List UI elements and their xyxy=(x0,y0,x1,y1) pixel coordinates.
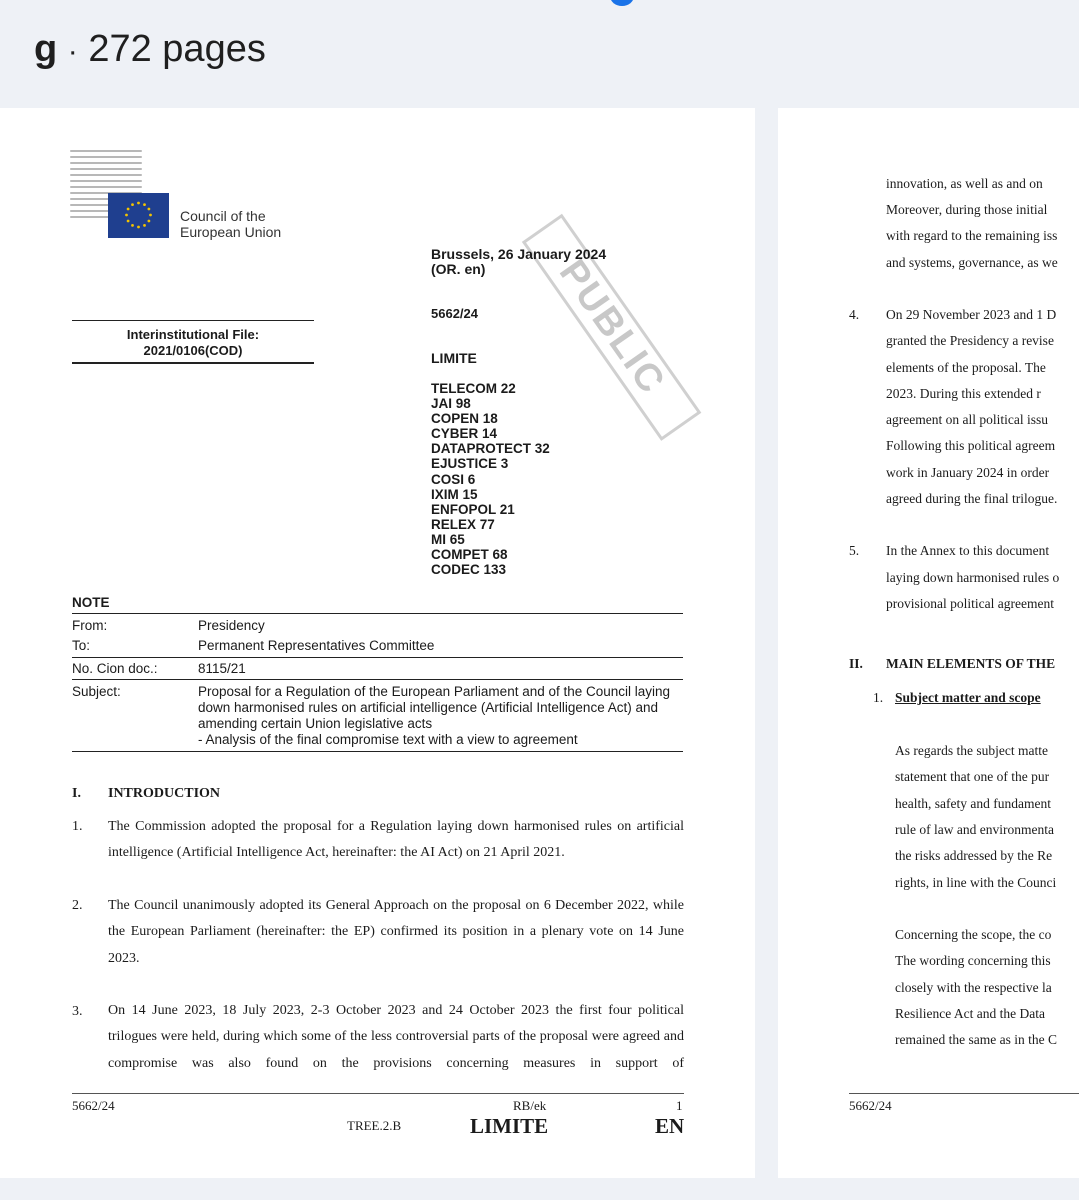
text-line: and systems, governance, as we xyxy=(886,255,1058,270)
footer-doc-number: 5662/24 xyxy=(72,1098,115,1113)
page-count: 272 pages xyxy=(88,28,266,70)
text-line: innovation, as well as and on xyxy=(886,176,1043,191)
council-name: Council of the European Union xyxy=(180,208,282,240)
paragraph-number: 1. xyxy=(72,819,83,834)
viewer-header xyxy=(0,0,1079,108)
text-line: statement that one of the pur xyxy=(895,769,1050,784)
code-item: CODEC 133 xyxy=(431,562,507,578)
code-item: MI 65 xyxy=(431,531,465,547)
section-number: II. xyxy=(849,656,863,671)
paragraph-2: The Council unanimously adopted its General Approach on the proposal on 6 December 2022, while the European Parliament (hereinafter: the EP) confirmed its position in a plenary vote on 14 June 2023. xyxy=(108,898,684,966)
text-line: laying down harmonised rules o xyxy=(886,570,1060,585)
code-item: COPEN 18 xyxy=(431,411,498,427)
subsection-number: 1. xyxy=(873,690,884,705)
footer-divider xyxy=(72,1093,684,1094)
original-language: (OR. en) xyxy=(431,261,486,277)
paragraph-number: 5. xyxy=(849,543,860,558)
notification-dot xyxy=(610,0,634,6)
code-item: RELEX 77 xyxy=(431,516,495,532)
interinstitutional-file: Interinstitutional File: 2021/0106(COD) xyxy=(72,320,314,364)
text-line: Following this political agreem xyxy=(886,438,1056,453)
eu-flag-icon xyxy=(108,193,169,238)
document-title: g · 272 pages xyxy=(34,28,266,70)
section-title: INTRODUCTION xyxy=(108,786,221,801)
text-line: agreed during the final trilogue. xyxy=(886,491,1058,506)
text-line: As regards the subject matte xyxy=(895,743,1048,758)
text-line: agreement on all political issu xyxy=(886,412,1048,427)
text-line: work in January 2024 in order xyxy=(886,465,1050,480)
subsection-title: Subject matter and scope xyxy=(895,690,1041,705)
text-line: granted the Presidency a revise xyxy=(886,333,1054,348)
text-line: health, safety and fundament xyxy=(895,796,1051,811)
text-line: the risks addressed by the Re xyxy=(895,848,1053,863)
text-line: 2023. During this extended r xyxy=(886,386,1041,401)
section-number: I. xyxy=(72,786,81,801)
paragraph-number: 4. xyxy=(849,307,860,322)
text-line: elements of the proposal. The xyxy=(886,360,1046,375)
footer-limite: LIMITE xyxy=(470,1114,549,1138)
text-line: The wording concerning this xyxy=(895,953,1051,968)
subject-subtitle: - Analysis of the final compromise text with a view to agreement xyxy=(198,732,578,747)
note-row-cion-doc: No. Cion doc.: 8115/21 xyxy=(72,658,683,680)
text-line: with regard to the remaining iss xyxy=(886,228,1058,243)
text-line: On 29 November 2023 and 1 D xyxy=(886,307,1057,322)
text-line: In the Annex to this document xyxy=(886,543,1050,558)
paragraph-1: The Commission adopted the proposal for a Regulation laying down harmonised rules on artificial intelligence (Artificial Intelligence Act, hereinafter: the AI Act) on 21 April 2021. xyxy=(108,819,684,861)
footer-initials: RB/ek xyxy=(513,1098,547,1113)
code-item: IXIM 15 xyxy=(431,486,478,502)
code-item: CYBER 14 xyxy=(431,426,498,442)
note-row-subject: Subject: Proposal for a Regulation of the European Parliament and of the Council laying down harmonised rules on artificial intelligence (Artificial Intelligence Act) and amending certain Union legislative acts - Analysis of the final compromise text with a view to agreement xyxy=(72,680,683,752)
code-item: COMPET 68 xyxy=(431,547,508,563)
code-item: TELECOM 22 xyxy=(431,381,516,396)
paragraph-3: On 14 June 2023, 18 July 2023, 2-3 October 2023 and 24 October 2023 the first four political trilogues were held, during which some of the less controversial parts of the proposal were agreed and compromise was also found on the provisions concerning measures in support of xyxy=(108,1003,684,1071)
note-row-from: From: Presidency xyxy=(72,618,265,633)
paragraph-number: 3. xyxy=(72,1004,83,1019)
paragraph-number: 2. xyxy=(72,898,83,913)
text-line: remained the same as in the C xyxy=(895,1032,1057,1047)
footer-language: EN xyxy=(655,1114,685,1138)
limite-label: LIMITE xyxy=(431,350,477,366)
text-line: Moreover, during those initial xyxy=(886,202,1048,217)
text-line: closely with the respective la xyxy=(895,980,1052,995)
text-line: Concerning the scope, the co xyxy=(895,927,1052,942)
code-item: EJUSTICE 3 xyxy=(431,456,509,472)
text-line: Resilience Act and the Data xyxy=(895,1006,1045,1021)
code-item: DATAPROTECT 32 xyxy=(431,441,550,457)
public-stamp: PUBLIC xyxy=(522,214,702,442)
code-item: JAI 98 xyxy=(431,396,471,412)
place-date: Brussels, 26 January 2024 (OR. en) xyxy=(431,246,607,277)
footer-doc-number: 5662/24 xyxy=(849,1098,892,1113)
note-row-to: To: Permanent Representatives Committee xyxy=(72,636,683,658)
classification-codes xyxy=(431,381,550,577)
footer-department: TREE.2.B xyxy=(347,1118,402,1133)
text-line: rights, in line with the Counci xyxy=(895,875,1057,890)
note-table xyxy=(72,613,683,752)
code-item: ENFOPOL 21 xyxy=(431,501,515,517)
document-number: 5662/24 xyxy=(431,306,478,321)
section-title: MAIN ELEMENTS OF THE xyxy=(886,656,1056,671)
footer-divider xyxy=(849,1093,1079,1094)
text-line: rule of law and environmenta xyxy=(895,822,1054,837)
note-title: NOTE xyxy=(72,595,110,610)
code-item: COSI 6 xyxy=(431,471,476,487)
footer-page-number: 1 xyxy=(676,1098,683,1113)
text-line: provisional political agreement xyxy=(886,596,1054,611)
